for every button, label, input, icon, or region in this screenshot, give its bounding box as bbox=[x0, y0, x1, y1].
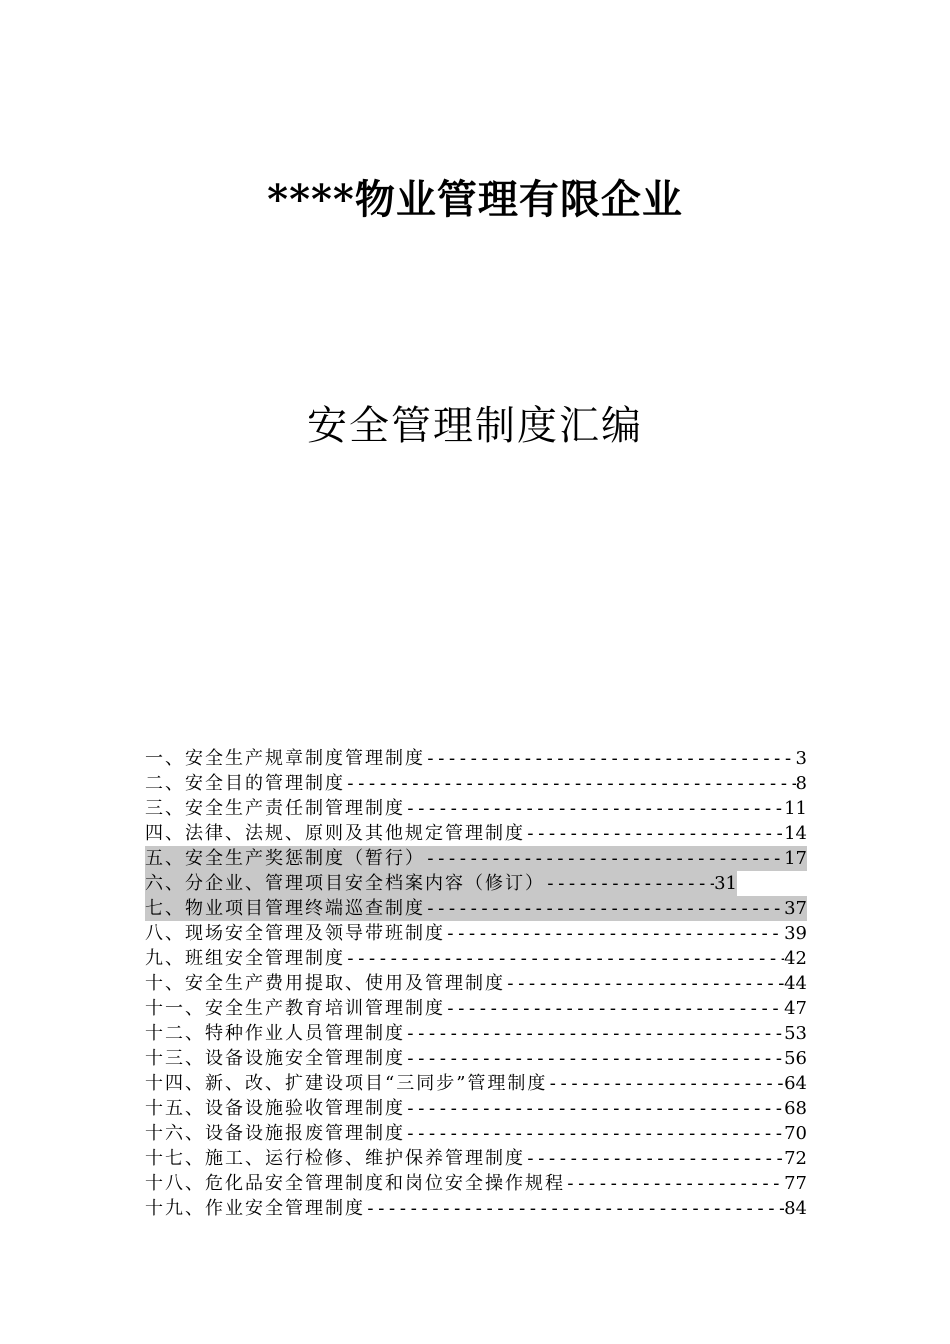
toc-leader bbox=[365, 1196, 784, 1221]
toc-entry bbox=[145, 946, 807, 971]
toc-leader bbox=[545, 871, 714, 896]
toc-entry-page: 14 bbox=[784, 823, 807, 844]
toc-leader bbox=[425, 746, 796, 771]
toc-entry bbox=[145, 1196, 807, 1221]
toc-entry-label: 四、法律、法规、原则及其他规定管理制度 bbox=[145, 823, 525, 844]
toc-entry-label: 十四、新、改、扩建设项目“三同步”管理制度 bbox=[145, 1073, 548, 1094]
toc-leader bbox=[405, 1121, 784, 1146]
toc-leader bbox=[405, 1096, 784, 1121]
toc-entry-page: 39 bbox=[784, 923, 807, 944]
toc-entry-label: 十一、安全生产教育培训管理制度 bbox=[145, 998, 445, 1019]
toc-entry-highlighted bbox=[145, 846, 807, 871]
toc-entry-highlighted bbox=[145, 871, 737, 896]
toc-leader bbox=[547, 1071, 784, 1096]
toc-leader bbox=[525, 821, 784, 846]
toc-leader bbox=[445, 921, 784, 946]
toc-leader bbox=[405, 1021, 784, 1046]
toc-entry bbox=[145, 796, 807, 821]
toc-entry-label: 三、安全生产责任制管理制度 bbox=[145, 798, 405, 819]
toc-entry-page: 17 bbox=[784, 848, 807, 869]
toc-leader bbox=[425, 896, 784, 921]
toc-leader bbox=[445, 996, 784, 1021]
toc-entry bbox=[145, 821, 807, 846]
toc-leader bbox=[565, 1171, 784, 1196]
toc-leader bbox=[425, 846, 784, 871]
toc-entry-page: 72 bbox=[784, 1148, 807, 1169]
toc-entry-page: 11 bbox=[784, 798, 807, 819]
toc-entry-label: 十二、特种作业人员管理制度 bbox=[145, 1023, 405, 1044]
company-name: ****物业管理有限企业 bbox=[267, 176, 683, 223]
toc-entry-label: 二、安全目的管理制度 bbox=[145, 773, 345, 794]
toc-leader bbox=[505, 971, 784, 996]
toc-entry-label: 九、班组安全管理制度 bbox=[145, 948, 345, 969]
toc-entry-page: 64 bbox=[784, 1073, 807, 1094]
toc-entry-page: 84 bbox=[784, 1198, 807, 1219]
toc-entry-page: 53 bbox=[784, 1023, 807, 1044]
toc-entry-page: 56 bbox=[784, 1048, 807, 1069]
toc-entry-page: 44 bbox=[784, 973, 807, 994]
document-title: 安全管理制度汇编 bbox=[307, 403, 643, 449]
toc-entry-page: 8 bbox=[795, 773, 807, 794]
toc-leader bbox=[345, 946, 784, 971]
toc-entry bbox=[145, 1121, 807, 1146]
toc-leader bbox=[345, 771, 796, 796]
toc-entry-page: 42 bbox=[784, 948, 807, 969]
toc-entry-page: 3 bbox=[795, 748, 807, 769]
toc-entry-label: 一、安全生产规章制度管理制度 bbox=[145, 748, 425, 769]
toc-entry-label: 八、现场安全管理及领导带班制度 bbox=[145, 923, 445, 944]
toc-entry-label: 十、安全生产费用提取、使用及管理制度 bbox=[145, 973, 505, 994]
toc-entry-label: 十三、设备设施安全管理制度 bbox=[145, 1048, 405, 1069]
toc-entry bbox=[145, 746, 807, 771]
toc-entry bbox=[145, 1146, 807, 1171]
toc-entry bbox=[145, 1171, 807, 1196]
toc-entry bbox=[145, 1046, 807, 1071]
toc-leader bbox=[525, 1146, 784, 1171]
toc-entry-label: 十七、施工、运行检修、维护保养管理制度 bbox=[145, 1148, 525, 1169]
toc-entry-page: 37 bbox=[784, 898, 807, 919]
toc-entry-label: 十五、设备设施验收管理制度 bbox=[145, 1098, 405, 1119]
toc-entry bbox=[145, 771, 807, 796]
toc-entry-highlighted bbox=[145, 896, 807, 921]
toc-entry-page: 77 bbox=[784, 1173, 807, 1194]
toc-entry-page: 47 bbox=[784, 998, 807, 1019]
toc-entry bbox=[145, 1021, 807, 1046]
toc-entry bbox=[145, 971, 807, 996]
toc-entry-page: 31 bbox=[714, 873, 737, 894]
toc-entry-label: 十八、危化品安全管理制度和岗位安全操作规程 bbox=[145, 1173, 565, 1194]
toc-leader bbox=[405, 796, 784, 821]
toc-entry bbox=[145, 921, 807, 946]
toc-entry bbox=[145, 1071, 807, 1096]
toc-entry-label: 五、安全生产奖惩制度（暂行） bbox=[145, 848, 425, 869]
table-of-contents bbox=[145, 746, 807, 1221]
toc-entry-page: 68 bbox=[784, 1098, 807, 1119]
toc-entry-label: 十九、作业安全管理制度 bbox=[145, 1198, 365, 1219]
toc-entry-label: 七、物业项目管理终端巡查制度 bbox=[145, 898, 425, 919]
toc-entry-page: 70 bbox=[784, 1123, 807, 1144]
toc-entry bbox=[145, 996, 807, 1021]
toc-entry-label: 十六、设备设施报废管理制度 bbox=[145, 1123, 405, 1144]
toc-leader bbox=[405, 1046, 784, 1071]
toc-entry bbox=[145, 1096, 807, 1121]
toc-entry-label: 六、分企业、管理项目安全档案内容（修订） bbox=[145, 873, 545, 894]
